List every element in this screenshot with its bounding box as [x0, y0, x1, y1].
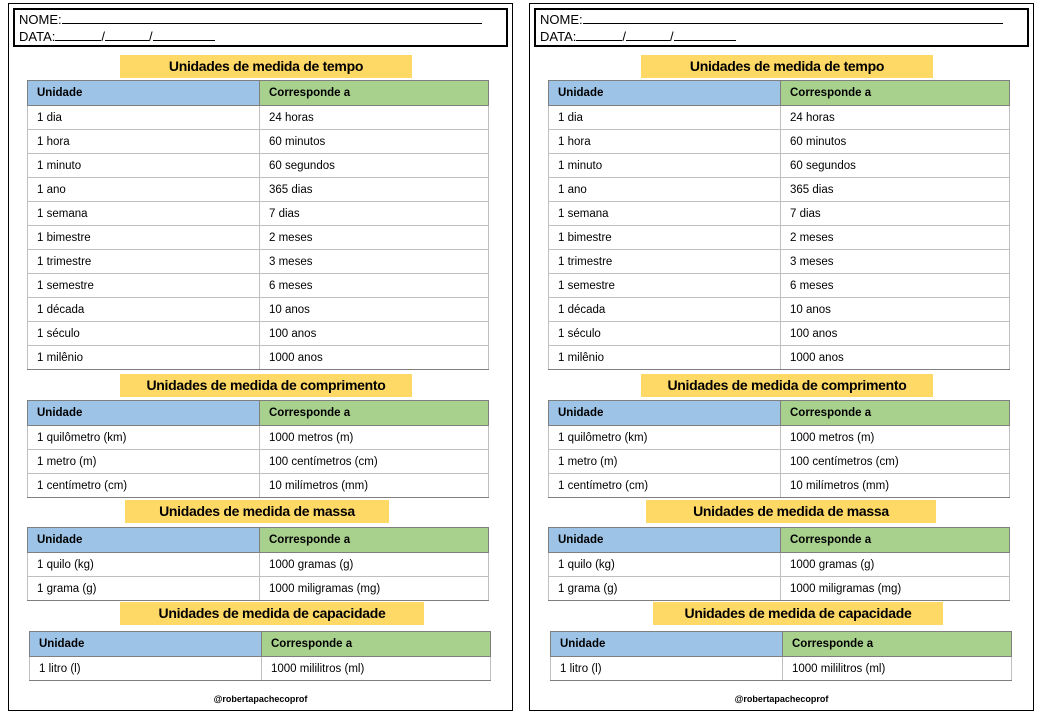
value-cell: 60 segundos: [781, 154, 1010, 178]
date-month-blank[interactable]: [105, 29, 149, 41]
unit-cell: 1 século: [28, 322, 260, 346]
table-row: [28, 274, 489, 298]
table-header-row: [28, 528, 489, 553]
value-cell: 7 dias: [781, 202, 1010, 226]
value-cell: 1000 metros (m): [781, 426, 1010, 450]
unit-cell: 1 quilômetro (km): [549, 426, 781, 450]
column-header-unidade: Unidade: [549, 528, 781, 553]
table-header-row: [28, 81, 489, 106]
table-row: [28, 322, 489, 346]
unit-cell: 1 trimestre: [28, 250, 260, 274]
date-separator: /: [669, 29, 674, 44]
unit-cell: 1 semana: [549, 202, 781, 226]
unit-cell: 1 quilômetro (km): [28, 426, 260, 450]
date-month-blank[interactable]: [626, 29, 670, 41]
table-row: [549, 154, 1010, 178]
table-row: [28, 298, 489, 322]
table-comprimento: [548, 400, 1010, 498]
table-row: [549, 450, 1010, 474]
unit-cell: 1 quilo (kg): [549, 553, 781, 577]
date-separator: /: [622, 29, 626, 44]
date-label: DATA:: [19, 29, 56, 44]
table-row: [549, 577, 1010, 601]
unit-cell: 1 hora: [549, 130, 781, 154]
value-cell: 1000 anos: [781, 346, 1010, 370]
title-capacidade: Unidades de medida de capacidade: [120, 602, 424, 625]
value-cell: 60 minutos: [781, 130, 1010, 154]
name-label: NOME:: [19, 12, 62, 27]
value-cell: 100 centímetros (cm): [260, 450, 489, 474]
table-row: [549, 202, 1010, 226]
column-header-unidade: Unidade: [28, 401, 260, 426]
value-cell: 1000 gramas (g): [260, 553, 489, 577]
column-header-corresponde: Corresponde a: [781, 528, 1010, 553]
table-header-row: [551, 632, 1012, 657]
name-blank[interactable]: [62, 12, 482, 24]
unit-cell: 1 ano: [28, 178, 260, 202]
unit-cell: 1 ano: [549, 178, 781, 202]
unit-cell: 1 grama (g): [549, 577, 781, 601]
unit-cell: 1 milênio: [549, 346, 781, 370]
column-header-corresponde: Corresponde a: [781, 401, 1010, 426]
unit-cell: 1 hora: [28, 130, 260, 154]
unit-cell: 1 metro (m): [549, 450, 781, 474]
unit-cell: 1 minuto: [28, 154, 260, 178]
table-row: [551, 657, 1012, 681]
column-header-unidade: Unidade: [549, 401, 781, 426]
table-row: [549, 553, 1010, 577]
table-capacidade: [29, 631, 491, 681]
date-year-blank[interactable]: [153, 29, 215, 41]
column-header-unidade: Unidade: [30, 632, 262, 657]
unit-cell: 1 trimestre: [549, 250, 781, 274]
value-cell: 1000 mililitros (ml): [783, 657, 1012, 681]
table-comprimento: [27, 400, 489, 498]
table-header-row: [28, 401, 489, 426]
table-row: [549, 346, 1010, 370]
title-massa: Unidades de medida de massa: [646, 500, 936, 523]
table-row: [28, 450, 489, 474]
table-row: [28, 130, 489, 154]
value-cell: 10 milímetros (mm): [781, 474, 1010, 498]
value-cell: 10 anos: [781, 298, 1010, 322]
table-massa: [548, 527, 1010, 601]
unit-cell: 1 minuto: [549, 154, 781, 178]
unit-cell: 1 bimestre: [28, 226, 260, 250]
column-header-unidade: Unidade: [28, 528, 260, 553]
author-credit: @robertapachecoprof: [734, 694, 829, 704]
unit-cell: 1 dia: [549, 106, 781, 130]
table-row: [28, 346, 489, 370]
table-row: [549, 274, 1010, 298]
unit-cell: 1 quilo (kg): [28, 553, 260, 577]
value-cell: 100 anos: [260, 322, 489, 346]
date-separator: /: [148, 29, 153, 44]
value-cell: 3 meses: [781, 250, 1010, 274]
table-row: [28, 106, 489, 130]
column-header-unidade: Unidade: [549, 81, 781, 106]
value-cell: 6 meses: [781, 274, 1010, 298]
table-header-row: [549, 81, 1010, 106]
table-row: [549, 226, 1010, 250]
date-day-blank[interactable]: [576, 29, 622, 41]
table-row: [28, 474, 489, 498]
table-tempo: [27, 80, 489, 370]
title-tempo: Unidades de medida de tempo: [641, 55, 933, 78]
unit-cell: 1 dia: [28, 106, 260, 130]
table-row: [549, 106, 1010, 130]
unit-cell: 1 centímetro (cm): [549, 474, 781, 498]
column-header-unidade: Unidade: [28, 81, 260, 106]
table-row: [28, 250, 489, 274]
unit-cell: 1 bimestre: [549, 226, 781, 250]
table-row: [549, 322, 1010, 346]
value-cell: 3 meses: [260, 250, 489, 274]
title-comprimento: Unidades de medida de comprimento: [641, 374, 933, 397]
value-cell: 365 dias: [260, 178, 489, 202]
column-header-corresponde: Corresponde a: [260, 81, 489, 106]
value-cell: 24 horas: [260, 106, 489, 130]
date-line: [540, 29, 736, 45]
date-label: DATA:: [540, 29, 577, 44]
unit-cell: 1 semestre: [28, 274, 260, 298]
value-cell: 1000 gramas (g): [781, 553, 1010, 577]
value-cell: 10 anos: [260, 298, 489, 322]
unit-cell: 1 século: [549, 322, 781, 346]
unit-cell: 1 litro (l): [551, 657, 783, 681]
column-header-corresponde: Corresponde a: [260, 401, 489, 426]
value-cell: 1000 anos: [260, 346, 489, 370]
worksheet-left: [8, 3, 513, 711]
date-separator: /: [101, 29, 105, 44]
value-cell: 100 centímetros (cm): [781, 450, 1010, 474]
value-cell: 1000 mililitros (ml): [262, 657, 491, 681]
worksheet-right: [529, 3, 1034, 711]
student-info-box: [13, 8, 508, 47]
author-credit: @robertapachecoprof: [213, 694, 308, 704]
unit-cell: 1 metro (m): [28, 450, 260, 474]
column-header-corresponde: Corresponde a: [781, 81, 1010, 106]
date-line: [19, 29, 215, 45]
table-row: [28, 426, 489, 450]
column-header-unidade: Unidade: [551, 632, 783, 657]
table-row: [549, 298, 1010, 322]
table-massa: [27, 527, 489, 601]
column-header-corresponde: Corresponde a: [262, 632, 491, 657]
table-header-row: [30, 632, 491, 657]
table-header-row: [549, 528, 1010, 553]
value-cell: 1000 miligramas (mg): [260, 577, 489, 601]
table-row: [549, 178, 1010, 202]
value-cell: 2 meses: [781, 226, 1010, 250]
table-row: [549, 474, 1010, 498]
value-cell: 60 minutos: [260, 130, 489, 154]
table-tempo: [548, 80, 1010, 370]
title-capacidade: Unidades de medida de capacidade: [653, 602, 943, 625]
value-cell: 100 anos: [781, 322, 1010, 346]
title-tempo: Unidades de medida de tempo: [120, 55, 412, 78]
table-row: [28, 202, 489, 226]
value-cell: 2 meses: [260, 226, 489, 250]
table-row: [549, 426, 1010, 450]
unit-cell: 1 centímetro (cm): [28, 474, 260, 498]
value-cell: 7 dias: [260, 202, 489, 226]
value-cell: 24 horas: [781, 106, 1010, 130]
value-cell: 365 dias: [781, 178, 1010, 202]
table-row: [549, 250, 1010, 274]
name-blank[interactable]: [583, 12, 1003, 24]
value-cell: 60 segundos: [260, 154, 489, 178]
table-row: [28, 553, 489, 577]
table-header-row: [549, 401, 1010, 426]
unit-cell: 1 década: [28, 298, 260, 322]
student-info-box: [534, 8, 1029, 47]
date-day-blank[interactable]: [55, 29, 101, 41]
title-comprimento: Unidades de medida de comprimento: [120, 374, 412, 397]
column-header-corresponde: Corresponde a: [260, 528, 489, 553]
table-row: [28, 178, 489, 202]
table-row: [30, 657, 491, 681]
name-line: [19, 12, 482, 28]
column-header-corresponde: Corresponde a: [783, 632, 1012, 657]
name-label: NOME:: [540, 12, 583, 27]
value-cell: 10 milímetros (mm): [260, 474, 489, 498]
unit-cell: 1 litro (l): [30, 657, 262, 681]
value-cell: 1000 miligramas (mg): [781, 577, 1010, 601]
value-cell: 6 meses: [260, 274, 489, 298]
value-cell: 1000 metros (m): [260, 426, 489, 450]
unit-cell: 1 década: [549, 298, 781, 322]
table-capacidade: [550, 631, 1012, 681]
table-row: [28, 577, 489, 601]
name-line: [540, 12, 1003, 28]
title-massa: Unidades de medida de massa: [125, 500, 389, 523]
unit-cell: 1 milênio: [28, 346, 260, 370]
table-row: [549, 130, 1010, 154]
table-row: [28, 154, 489, 178]
unit-cell: 1 grama (g): [28, 577, 260, 601]
unit-cell: 1 semana: [28, 202, 260, 226]
unit-cell: 1 semestre: [549, 274, 781, 298]
table-row: [28, 226, 489, 250]
date-year-blank[interactable]: [674, 29, 736, 41]
